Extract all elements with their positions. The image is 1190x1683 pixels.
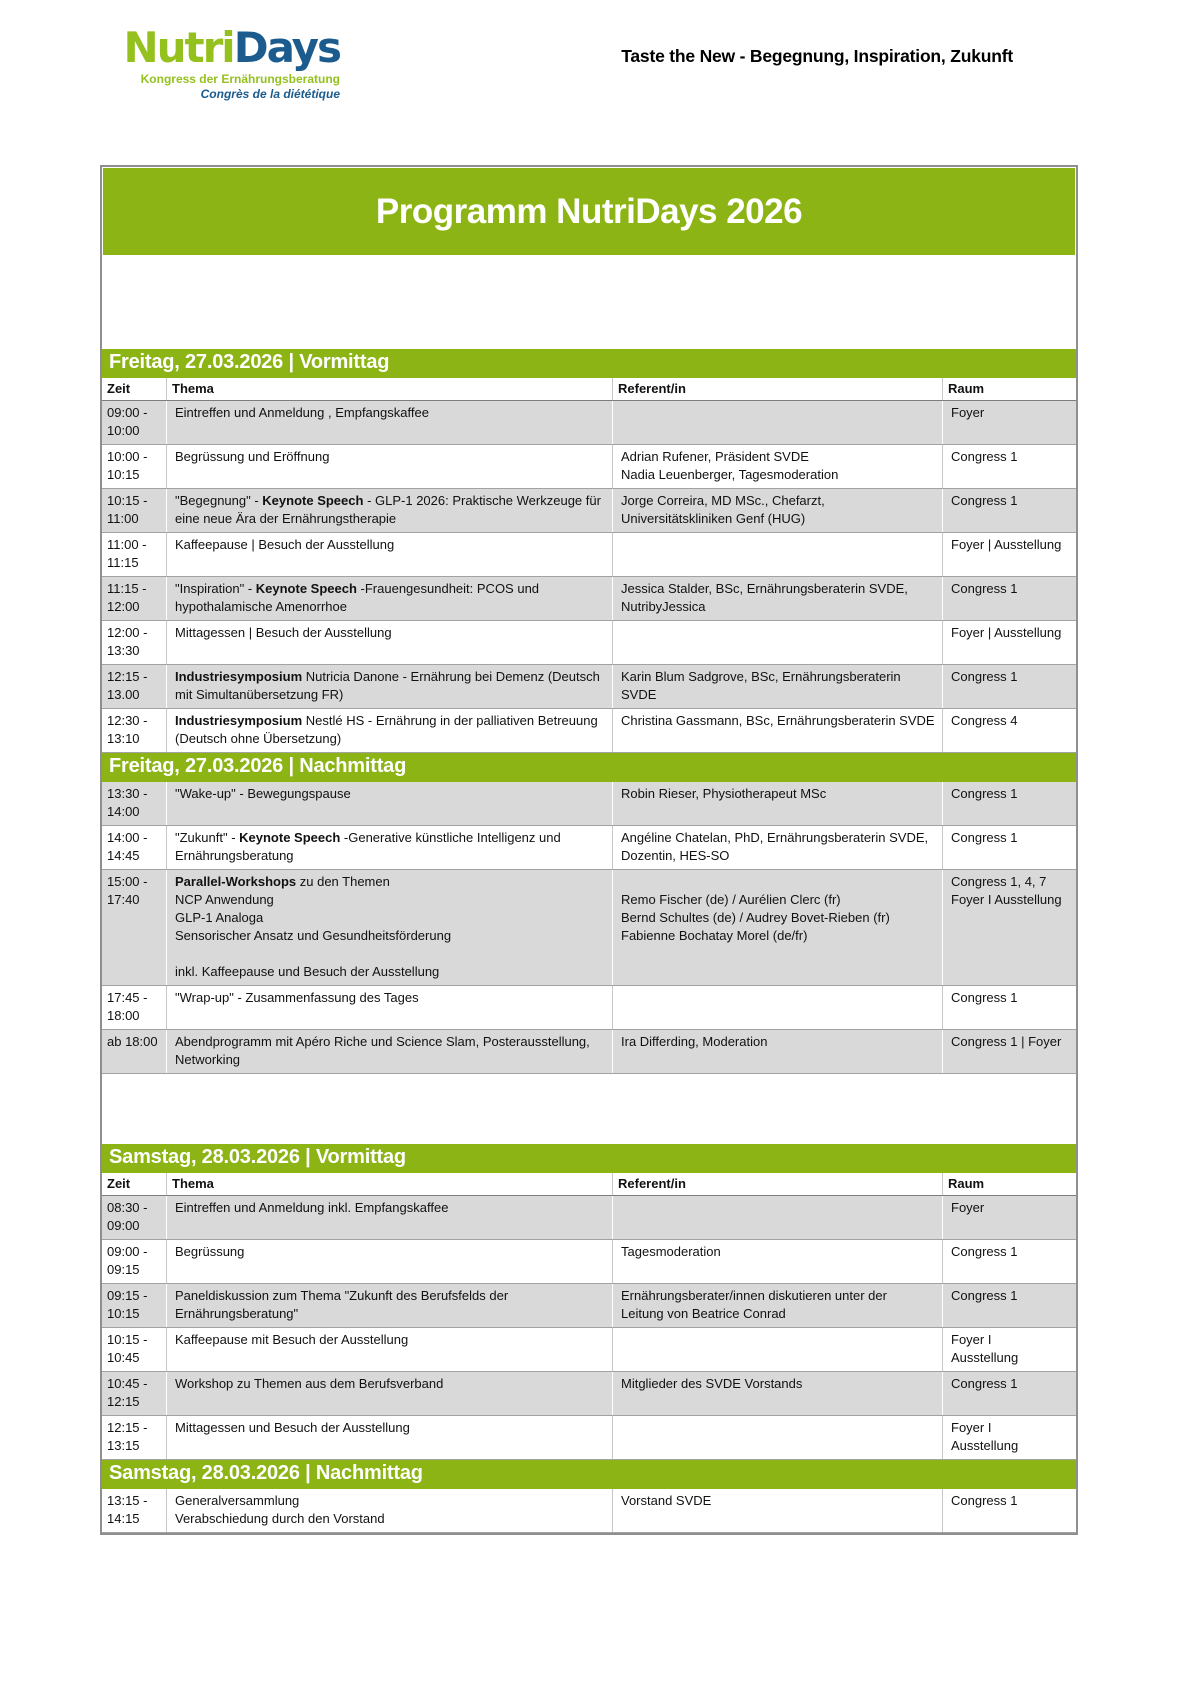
cell-line: 10:15 — [107, 1306, 140, 1321]
column-header: Thema — [166, 378, 612, 400]
thema-cell — [166, 1416, 612, 1459]
schedule-row — [102, 1240, 1076, 1284]
cell-line: Foyer | Ausstellung — [951, 625, 1062, 640]
column-header: Thema — [166, 1173, 612, 1195]
thema-cell — [166, 533, 612, 576]
cell-line: "Wake-up" - Bewegungspause — [175, 786, 351, 801]
cell-line: Congress 1 — [951, 1244, 1018, 1259]
cell-line: Eintreffen und Anmeldung , Empfangskaffee — [175, 405, 429, 420]
thema-cell — [166, 445, 612, 488]
raum-cell — [942, 1328, 1076, 1371]
thema-cell — [166, 782, 612, 825]
raum-cell — [942, 826, 1076, 869]
referent-cell — [612, 577, 942, 620]
cell-line: ab 18:00 — [107, 1034, 158, 1049]
cell-line: 12:15 - — [107, 669, 148, 684]
referent-cell — [612, 826, 942, 869]
cell-line: Congress 1 — [951, 786, 1018, 801]
referent-cell — [612, 401, 942, 444]
referent-cell — [612, 1240, 942, 1283]
cell-line: 17:40 — [107, 892, 140, 907]
cell-line: Foyer I — [951, 1420, 992, 1435]
section-heading: Samstag, 28.03.2026 | Nachmittag — [102, 1460, 1076, 1489]
thema-cell — [166, 401, 612, 444]
time-cell — [102, 986, 166, 1029]
cell-line: Congress 1 — [951, 581, 1018, 596]
cell-line: 09:00 - — [107, 1244, 148, 1259]
cell-line: 13:15 — [107, 1438, 140, 1453]
program-title: Programm NutriDays 2026 — [103, 168, 1075, 255]
time-cell — [102, 1284, 166, 1327]
thema-cell — [166, 1372, 612, 1415]
cell-line: Ira Differding, Moderation — [621, 1034, 768, 1049]
cell-line: Mittagessen und Besuch der Ausstellung — [175, 1420, 410, 1435]
schedule-row — [102, 1416, 1076, 1460]
cell-line: 12:00 — [107, 599, 140, 614]
cell-line: Kaffeepause | Besuch der Ausstellung — [175, 537, 395, 552]
raum-cell — [942, 870, 1076, 985]
cell-line: 17:45 - — [107, 990, 148, 1005]
raum-cell — [942, 1489, 1076, 1532]
cell-line: 09:15 - — [107, 1288, 148, 1303]
cell-line: 12:15 - — [107, 1420, 148, 1435]
logo-wordmark — [100, 23, 340, 72]
time-cell — [102, 401, 166, 444]
schedule-row — [102, 489, 1076, 533]
cell-line: Ernährungsberater/innen diskutieren unter der — [621, 1288, 887, 1303]
cell-line: Congress 4 — [951, 713, 1018, 728]
cell-line: Robin Rieser, Physiotherapeut MSc — [621, 786, 827, 801]
cell-line: 11:15 - — [107, 581, 147, 596]
raum-cell — [942, 709, 1076, 752]
cell-line: "Inspiration" - Keynote Speech -Frauengesundheit: PCOS und hypothalamische Amenorrhoe — [175, 581, 540, 614]
thema-cell — [166, 621, 612, 664]
column-header: Zeit — [107, 1176, 131, 1191]
column-header: Raum — [942, 378, 1076, 400]
cell-line: Dozentin, HES-SO — [621, 848, 730, 863]
cell-line: 10:45 — [107, 1350, 140, 1365]
cell-line: 12:30 - — [107, 713, 148, 728]
thema-cell — [166, 1030, 612, 1073]
cell-line: 11:15 — [107, 555, 139, 570]
cell-line: NCP Anwendung — [175, 892, 274, 907]
cell-line: Foyer | Ausstellung — [951, 537, 1062, 552]
cell-line: Jessica Stalder, BSc, Ernährungsberaterin SVDE, — [621, 581, 908, 596]
schedule-row — [102, 665, 1076, 709]
thema-cell — [166, 665, 612, 708]
cell-line: Sensorischer Ansatz und Gesundheitsförderung — [175, 928, 452, 943]
thema-cell — [166, 1240, 612, 1283]
raum-cell — [942, 1416, 1076, 1459]
schedule-row — [102, 1196, 1076, 1240]
section-heading: Freitag, 27.03.2026 | Nachmittag — [102, 753, 1076, 782]
cell-line: Workshop zu Themen aus dem Berufsverband — [175, 1376, 444, 1391]
cell-line: GLP-1 Analoga — [175, 910, 264, 925]
schedule-row — [102, 577, 1076, 621]
cell-line: 13:15 - — [107, 1493, 148, 1508]
referent-cell — [612, 1284, 942, 1327]
cell-line: 11:00 — [107, 511, 139, 526]
schedule-row — [102, 986, 1076, 1030]
cell-line: Congress 1 — [951, 1376, 1018, 1391]
cell-line: inkl. Kaffeepause und Besuch der Ausstellung — [175, 964, 440, 979]
cell-line: 13:30 — [107, 643, 140, 658]
raum-cell — [942, 621, 1076, 664]
cell-line: Congress 1 — [951, 449, 1018, 464]
cell-line: Remo Fischer (de) / Aurélien Clerc (fr) — [621, 892, 841, 907]
program-table — [100, 165, 1078, 1535]
title-spacer — [102, 256, 1076, 349]
table-header-row — [102, 1173, 1076, 1196]
cell-line: Industriesymposium Nutricia Danone - Ernährung bei Demenz (Deutsch mit Simultanübersetzung FR) — [175, 669, 600, 702]
nutridays-logo — [100, 23, 340, 102]
cell-line: Congress 1 — [951, 493, 1018, 508]
cell-line: Congress 1 — [951, 990, 1018, 1005]
cell-line: Begrüssung und Eröffnung — [175, 449, 330, 464]
cell-line: Christina Gassmann, BSc, Ernährungsberaterin SVDE — [621, 713, 935, 728]
thema-cell — [166, 577, 612, 620]
cell-line: 14:00 - — [107, 830, 148, 845]
cell-line: "Begegnung" - Keynote Speech - GLP-1 2026: Praktische Werkzeuge für eine neue Ära der Ernährungstherapie — [175, 493, 601, 526]
schedule-row — [102, 709, 1076, 753]
schedule-row — [102, 1284, 1076, 1328]
cell-line: Jorge Correira, MD MSc., Chefarzt, — [621, 493, 825, 508]
time-cell — [102, 1240, 166, 1283]
referent-cell — [612, 1328, 942, 1371]
time-cell — [102, 782, 166, 825]
thema-cell — [166, 986, 612, 1029]
time-cell — [102, 1372, 166, 1415]
schedule-row — [102, 826, 1076, 870]
raum-cell — [942, 533, 1076, 576]
time-cell — [102, 577, 166, 620]
cell-line: Eintreffen und Anmeldung inkl. Empfangskaffee — [175, 1200, 449, 1215]
section-heading: Samstag, 28.03.2026 | Vormittag — [102, 1144, 1076, 1173]
raum-cell — [942, 1372, 1076, 1415]
referent-cell — [612, 489, 942, 532]
logo-part-days: Days — [233, 23, 340, 72]
schedule-row — [102, 870, 1076, 986]
schedule-row — [102, 1030, 1076, 1074]
referent-cell — [612, 621, 942, 664]
cell-line: Tagesmoderation — [621, 1244, 721, 1259]
referent-cell — [612, 1416, 942, 1459]
time-cell — [102, 1328, 166, 1371]
cell-line: Bernd Schultes (de) / Audrey Bovet-Rieben (fr) — [621, 910, 890, 925]
thema-cell — [166, 1489, 612, 1532]
cell-line: "Wrap-up" - Zusammenfassung des Tages — [175, 990, 419, 1005]
table-header-row — [102, 378, 1076, 401]
column-header: Zeit — [107, 381, 131, 396]
schedule-row — [102, 533, 1076, 577]
cell-line: 12:00 - — [107, 625, 148, 640]
raum-cell — [942, 1284, 1076, 1327]
logo-subtitle-french: Congrès de la diététique — [200, 87, 340, 101]
raum-cell — [942, 1030, 1076, 1073]
raum-cell — [942, 489, 1076, 532]
cell-line: Vorstand SVDE — [621, 1493, 712, 1508]
referent-cell — [612, 1030, 942, 1073]
raum-cell — [942, 1240, 1076, 1283]
time-cell — [102, 621, 166, 664]
cell-line: Congress 1 — [951, 669, 1018, 684]
cell-line: Angéline Chatelan, PhD, Ernährungsberaterin SVDE, — [621, 830, 929, 845]
referent-cell — [612, 986, 942, 1029]
schedule-row — [102, 401, 1076, 445]
cell-line: NutribyJessica — [621, 599, 706, 614]
cell-line: Nadia Leuenberger, Tagesmoderation — [621, 467, 839, 482]
cell-line: Fabienne Bochatay Morel (de/fr) — [621, 928, 808, 943]
raum-cell — [942, 665, 1076, 708]
time-cell — [102, 665, 166, 708]
cell-line: 13.00 — [107, 687, 140, 702]
thema-cell — [166, 1196, 612, 1239]
time-cell — [102, 445, 166, 488]
cell-line: 10:00 — [107, 423, 140, 438]
referent-cell — [612, 533, 942, 576]
cell-line: "Zukunft" - Keynote Speech -Generative künstliche Intelligenz und Ernährungsberatung — [175, 830, 561, 863]
cell-line: 14:45 — [107, 848, 140, 863]
schedule-row — [102, 1328, 1076, 1372]
raum-cell — [942, 445, 1076, 488]
referent-cell — [612, 1196, 942, 1239]
cell-line: 09:00 - — [107, 405, 148, 420]
cell-line: 14:00 — [107, 804, 140, 819]
cell-line: Industriesymposium Nestlé HS - Ernährung in der palliativen Betreuung (Deutsch ohne Übersetzung) — [175, 713, 598, 746]
cell-line: 15:00 - — [107, 874, 148, 889]
cell-line: 11:00 - — [107, 537, 147, 552]
cell-line: Begrüssung — [175, 1244, 245, 1259]
cell-line: Foyer I — [951, 1332, 992, 1347]
cell-line: 08:30 - — [107, 1200, 148, 1215]
column-header: Referent/in — [612, 378, 942, 400]
time-cell — [102, 1030, 166, 1073]
thema-cell — [166, 1284, 612, 1327]
cell-line: 10:15 - — [107, 493, 148, 508]
cell-line: 18:00 — [107, 1008, 140, 1023]
cell-line: Congress 1 — [951, 1493, 1018, 1508]
logo-part-nutri: Nutri — [123, 23, 234, 72]
cell-line: Karin Blum Sadgrove, BSc, Ernährungsberaterin SVDE — [621, 669, 901, 702]
cell-line: 13:30 - — [107, 786, 148, 801]
time-cell — [102, 709, 166, 752]
cell-line: 10:15 - — [107, 1332, 148, 1347]
referent-cell — [612, 1372, 942, 1415]
cell-line: 10:45 - — [107, 1376, 148, 1391]
schedule-row — [102, 621, 1076, 665]
cell-line: Verabschiedung durch den Vorstand — [175, 1511, 385, 1526]
time-cell — [102, 870, 166, 985]
time-cell — [102, 1489, 166, 1532]
cell-line: Congress 1, 4, 7 — [951, 874, 1047, 889]
referent-cell — [612, 870, 942, 985]
cell-line: Leitung von Beatrice Conrad — [621, 1306, 786, 1321]
referent-cell — [612, 445, 942, 488]
cell-line: 10:15 — [107, 467, 140, 482]
time-cell — [102, 533, 166, 576]
raum-cell — [942, 1196, 1076, 1239]
congress-tagline: Taste the New - Begegnung, Inspiration, Zukunft — [621, 46, 1013, 66]
referent-cell — [612, 1489, 942, 1532]
cell-line: Kaffeepause mit Besuch der Ausstellung — [175, 1332, 409, 1347]
cell-line: Congress 1 | Foyer — [951, 1034, 1062, 1049]
logo-subtitle-german: Kongress der Ernährungsberatung — [140, 72, 340, 86]
section-heading: Freitag, 27.03.2026 | Vormittag — [102, 349, 1076, 378]
cell-line: Mitglieder des SVDE Vorstands — [621, 1376, 803, 1391]
time-cell — [102, 826, 166, 869]
section-gap — [102, 1074, 1076, 1144]
thema-cell — [166, 826, 612, 869]
referent-cell — [612, 782, 942, 825]
cell-line: Foyer I Ausstellung — [951, 892, 1062, 907]
cell-line: Parallel-Workshops zu den Themen — [175, 874, 390, 889]
cell-line: 09:15 — [107, 1262, 140, 1277]
schedule-row — [102, 1372, 1076, 1416]
cell-line: Abendprogramm mit Apéro Riche und Science Slam, Posterausstellung, Networking — [175, 1034, 590, 1067]
schedule-row — [102, 782, 1076, 826]
thema-cell — [166, 489, 612, 532]
thema-cell — [166, 1328, 612, 1371]
cell-line: Congress 1 — [951, 1288, 1018, 1303]
referent-cell — [612, 665, 942, 708]
raum-cell — [942, 401, 1076, 444]
column-header: Raum — [942, 1173, 1076, 1195]
thema-cell — [166, 709, 612, 752]
column-header: Referent/in — [612, 1173, 942, 1195]
cell-line: Ausstellung — [951, 1438, 1019, 1453]
cell-line: 10:00 - — [107, 449, 148, 464]
thema-cell — [166, 870, 612, 985]
raum-cell — [942, 986, 1076, 1029]
cell-line: Foyer — [951, 405, 985, 420]
schedule-row — [102, 1489, 1076, 1533]
time-cell — [102, 1416, 166, 1459]
raum-cell — [942, 782, 1076, 825]
raum-cell — [942, 577, 1076, 620]
time-cell — [102, 489, 166, 532]
referent-cell — [612, 709, 942, 752]
cell-line: 09:00 — [107, 1218, 140, 1233]
time-cell — [102, 1196, 166, 1239]
cell-line: 13:10 — [107, 731, 140, 746]
schedule-row — [102, 445, 1076, 489]
cell-line — [175, 945, 607, 963]
cell-line: Foyer — [951, 1200, 985, 1215]
cell-line: Ausstellung — [951, 1350, 1019, 1365]
cell-line: 14:15 — [107, 1511, 140, 1526]
cell-line: Paneldiskussion zum Thema "Zukunft des Berufsfelds der Ernährungsberatung" — [175, 1288, 509, 1321]
cell-line: 12:15 — [107, 1394, 140, 1409]
cell-line: Adrian Rufener, Präsident SVDE — [621, 449, 809, 464]
cell-line: Universitätskliniken Genf (HUG) — [621, 511, 806, 526]
cell-line — [621, 873, 937, 891]
cell-line: Mittagessen | Besuch der Ausstellung — [175, 625, 392, 640]
cell-line: Generalversammlung — [175, 1493, 300, 1508]
cell-line: Congress 1 — [951, 830, 1018, 845]
